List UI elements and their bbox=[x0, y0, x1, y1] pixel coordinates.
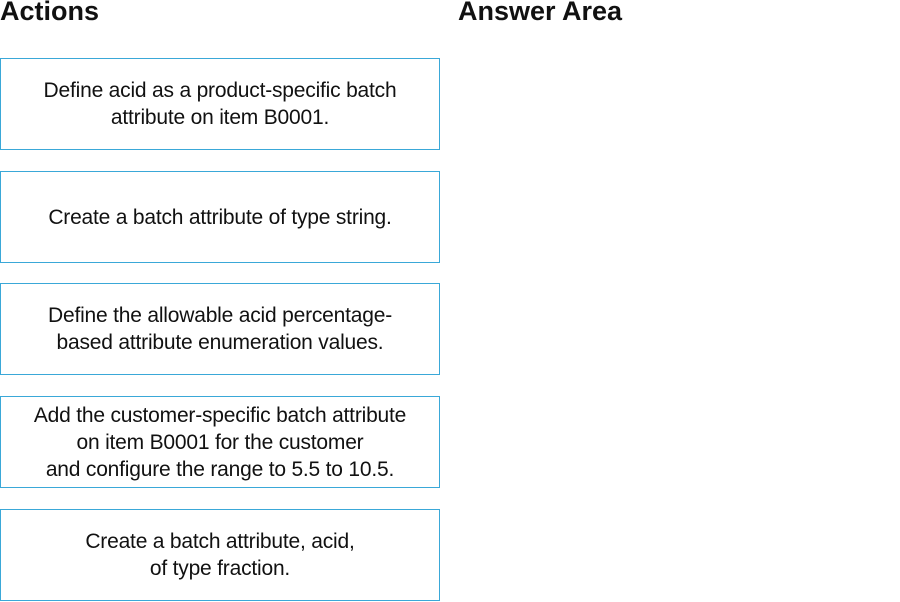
action-item-label: Create a batch attribute of type string. bbox=[48, 205, 392, 229]
answer-area-heading: Answer Area bbox=[458, 0, 623, 26]
action-item-add-customer-specific-attribute[interactable] bbox=[0, 396, 440, 488]
action-item-label: Define acid as a product-specific batch attribute on item B0001. bbox=[43, 79, 397, 129]
action-item-label: Add the customer-specific batch attribute on item B0001 for the customer and configure the range to 5.5 to 10.5. bbox=[33, 403, 407, 481]
action-item-create-fraction-attribute[interactable] bbox=[0, 509, 440, 601]
action-item-label: Define the allowable acid percentage- based attribute enumeration values. bbox=[48, 304, 392, 354]
answer-area-drop-zone[interactable] bbox=[458, 40, 888, 590]
action-item-create-string-attribute[interactable] bbox=[0, 171, 440, 263]
action-item-label: Create a batch attribute, acid, of type fraction. bbox=[85, 530, 355, 580]
actions-heading: Actions bbox=[0, 0, 100, 26]
action-item-define-acid-product-specific[interactable] bbox=[0, 58, 440, 150]
action-item-define-enumeration-values[interactable] bbox=[0, 283, 440, 375]
